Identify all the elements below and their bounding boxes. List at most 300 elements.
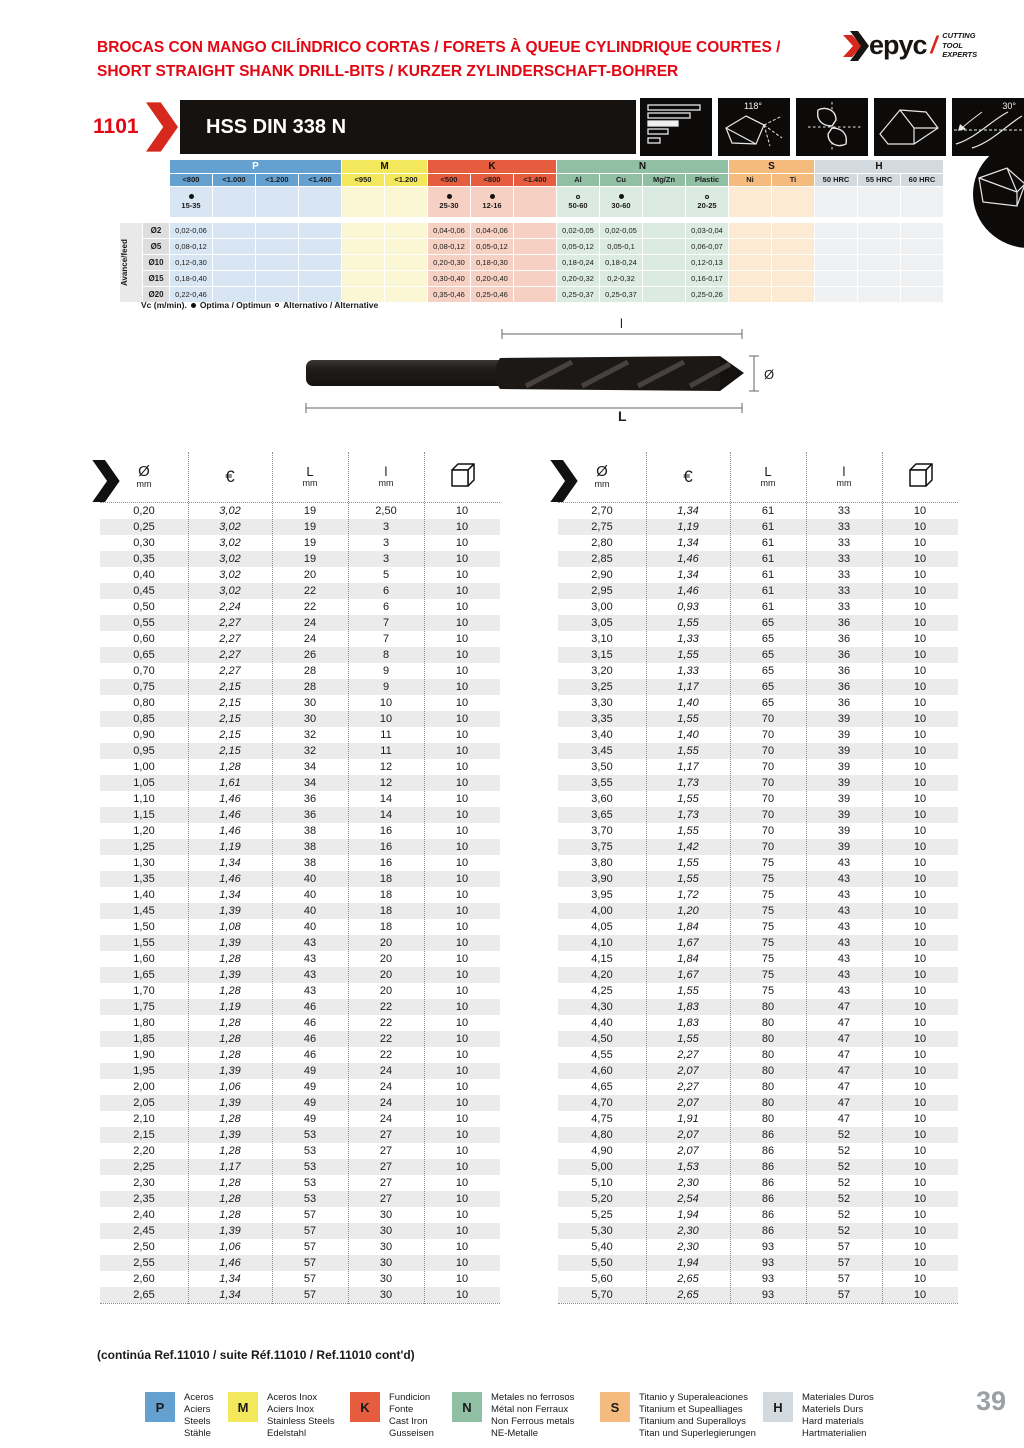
legend-line: Aciers xyxy=(184,1403,211,1415)
legend-line: Aceros Inox xyxy=(267,1392,318,1403)
diameter-value: 2,75 xyxy=(591,521,613,533)
total-length-value: 61 xyxy=(761,601,775,613)
column-divider xyxy=(730,452,731,1304)
flute-length-value: 22 xyxy=(379,1017,393,1029)
legend-swatch-K: K xyxy=(350,1392,380,1422)
total-length-value: 75 xyxy=(761,857,775,869)
total-length-value: 26 xyxy=(303,649,317,661)
brand-tagline xyxy=(942,31,977,59)
package-qty-value: 10 xyxy=(455,649,469,661)
diameter-value: 1,60 xyxy=(133,953,155,965)
flute-length-value: 36 xyxy=(837,681,851,693)
flute-length-value: 36 xyxy=(837,633,851,645)
flute-length-value: 12 xyxy=(379,777,393,789)
total-length-value: 43 xyxy=(303,953,317,965)
col-header-total-length: L mm xyxy=(302,464,318,489)
flute-length-value: 9 xyxy=(382,681,390,693)
total-length-value: 22 xyxy=(303,585,317,597)
price-value: 1,55 xyxy=(677,745,699,757)
flute-length-value: 36 xyxy=(837,649,851,661)
diameter-value: 2,70 xyxy=(591,505,613,517)
col-header-total-length: L mm xyxy=(760,464,776,489)
legend-line: Titan und Superlegierungen xyxy=(639,1427,756,1439)
diameter-value: 2,05 xyxy=(133,1097,155,1109)
optimal-dot-icon xyxy=(490,194,495,199)
total-length-value: 32 xyxy=(303,729,317,741)
price-row xyxy=(100,663,500,679)
flute-length-value: 30 xyxy=(379,1257,393,1269)
flute-length-value: 43 xyxy=(837,937,851,949)
column-divider xyxy=(348,452,349,1304)
price-row xyxy=(100,855,500,871)
price-row xyxy=(558,743,958,759)
flute-length-value: 39 xyxy=(837,745,851,757)
price-row xyxy=(558,775,958,791)
flute-length-value: 47 xyxy=(837,1001,851,1013)
brand-text: epyc xyxy=(869,30,927,60)
price-row xyxy=(558,599,958,615)
package-qty-value: 10 xyxy=(913,1145,927,1157)
feed-cell xyxy=(385,287,427,302)
package-qty-value: 10 xyxy=(913,713,927,725)
flute-length-value: 36 xyxy=(837,665,851,677)
diameter-value: 1,75 xyxy=(133,1001,155,1013)
total-length-value: 30 xyxy=(303,713,317,725)
package-qty-value: 10 xyxy=(913,521,927,533)
diameter-label: Ø xyxy=(764,367,775,382)
flute-length-value: 22 xyxy=(379,1033,393,1045)
package-qty-value: 10 xyxy=(455,793,469,805)
diameter-value: 0,45 xyxy=(133,585,155,597)
feed-cell: 0,02-0,06 xyxy=(170,223,212,238)
total-length-value: 57 xyxy=(303,1273,317,1285)
diameter-value: 0,30 xyxy=(133,537,155,549)
total-length-value: 61 xyxy=(761,521,775,533)
package-qty-value: 10 xyxy=(913,985,927,997)
total-length-value: 70 xyxy=(761,713,775,725)
diameter-value: 3,75 xyxy=(591,841,613,853)
package-qty-value: 10 xyxy=(455,1113,469,1125)
flute-length-value: 57 xyxy=(837,1257,851,1269)
feed-cell: 0,20-0,40 xyxy=(471,271,513,286)
flute-length-value: 24 xyxy=(379,1065,393,1077)
feed-cell: 0,18-0,30 xyxy=(471,255,513,270)
price-value: 1,28 xyxy=(219,1193,241,1205)
price-row xyxy=(100,1287,500,1303)
price-value: 1,34 xyxy=(677,537,699,549)
price-row xyxy=(558,647,958,663)
total-length-value: 86 xyxy=(761,1225,775,1237)
price-row xyxy=(100,647,500,663)
flute-length-value: 27 xyxy=(379,1145,393,1157)
vc-cell xyxy=(299,187,341,217)
diameter-value: 3,35 xyxy=(591,713,613,725)
total-length-value: 38 xyxy=(303,857,317,869)
diameter-value: 1,05 xyxy=(133,777,155,789)
optimal-dot-icon xyxy=(619,194,624,199)
flute-length-value: 27 xyxy=(379,1193,393,1205)
feed-cell: 0,05-0,12 xyxy=(557,239,599,254)
price-value: 1,28 xyxy=(219,761,241,773)
flute-length-value: 6 xyxy=(382,601,390,613)
vc-note: Vc (m/min). xyxy=(141,300,187,310)
total-length-value: 65 xyxy=(761,665,775,677)
package-qty-value: 10 xyxy=(913,937,927,949)
price-value: 1,19 xyxy=(677,521,699,533)
price-row xyxy=(100,1271,500,1287)
flute-length-value: 16 xyxy=(379,841,393,853)
legend-text xyxy=(389,1392,434,1440)
package-qty-value: 10 xyxy=(455,905,469,917)
flute-length-value: 22 xyxy=(379,1049,393,1061)
package-qty-value: 10 xyxy=(455,1049,469,1061)
alternative-label: Alternativo / Alternative xyxy=(283,300,379,310)
diameter-value: 0,50 xyxy=(133,601,155,613)
legend-text xyxy=(491,1392,574,1440)
flute-length-value: 36 xyxy=(837,617,851,629)
price-value: 1,46 xyxy=(219,793,241,805)
total-length-value: 19 xyxy=(303,553,317,565)
feed-cell xyxy=(514,271,556,286)
price-value: 1,55 xyxy=(677,985,699,997)
price-row xyxy=(558,567,958,583)
package-qty-value: 10 xyxy=(913,873,927,885)
total-length-value: 46 xyxy=(303,1001,317,1013)
diameter-value: 3,65 xyxy=(591,809,613,821)
total-length-value: 65 xyxy=(761,633,775,645)
price-value: 1,34 xyxy=(219,1289,241,1301)
package-qty-value: 10 xyxy=(455,713,469,725)
price-row xyxy=(558,1143,958,1159)
flute-length-value: 2,50 xyxy=(375,505,397,517)
flute-length-value: 39 xyxy=(837,777,851,789)
column-divider xyxy=(272,452,273,1304)
material-subcol: <500 xyxy=(428,174,470,186)
package-qty-value: 10 xyxy=(455,617,469,629)
price-row xyxy=(100,1031,500,1047)
feed-cell: 0,25-0,37 xyxy=(557,287,599,302)
package-qty-value: 10 xyxy=(913,1065,927,1077)
material-subcol: Plastic xyxy=(686,174,728,186)
page-number: 39 xyxy=(976,1386,1007,1416)
price-row xyxy=(558,1175,958,1191)
price-value: 1,34 xyxy=(219,889,241,901)
feed-cell xyxy=(514,223,556,238)
feed-cell xyxy=(772,255,814,270)
diameter-value: 3,55 xyxy=(591,777,613,789)
price-value: 1,46 xyxy=(219,825,241,837)
flute-length-value: 30 xyxy=(379,1241,393,1253)
package-qty-value: 10 xyxy=(455,697,469,709)
feed-cell: 0,12-0,30 xyxy=(170,255,212,270)
cross-section-icon xyxy=(796,98,868,156)
package-qty-value: 10 xyxy=(455,1225,469,1237)
diameter-value: 1,40 xyxy=(133,889,155,901)
total-length-label: L xyxy=(618,408,627,422)
package-qty-value: 10 xyxy=(455,985,469,997)
flute-length-value: 27 xyxy=(379,1129,393,1141)
flute-length-value: 14 xyxy=(379,809,393,821)
package-qty-value: 10 xyxy=(913,841,927,853)
price-table-body xyxy=(100,502,500,1304)
feed-cell xyxy=(729,271,771,286)
legend-item-N xyxy=(452,1392,574,1440)
diameter-value: 2,95 xyxy=(591,585,613,597)
price-row xyxy=(100,1207,500,1223)
price-value: 1,72 xyxy=(677,889,699,901)
vc-value: 20-25 xyxy=(697,200,717,210)
total-length-value: 75 xyxy=(761,953,775,965)
price-row xyxy=(558,679,958,695)
optimal-dot-icon xyxy=(189,194,194,199)
price-value: 1,39 xyxy=(219,1129,241,1141)
diameter-value: 2,65 xyxy=(133,1289,155,1301)
point-angle-icon xyxy=(718,98,790,156)
price-row xyxy=(100,935,500,951)
package-qty-value: 10 xyxy=(455,1145,469,1157)
total-length-value: 49 xyxy=(303,1081,317,1093)
feed-cell xyxy=(772,239,814,254)
flute-length-value: 39 xyxy=(837,713,851,725)
material-subcol: Al xyxy=(557,174,599,186)
price-value: 2,30 xyxy=(677,1241,699,1253)
diameter-value: 0,80 xyxy=(133,697,155,709)
vc-cell xyxy=(213,187,255,217)
diameter-value: 4,20 xyxy=(591,969,613,981)
price-value: 3,02 xyxy=(219,585,241,597)
diameter-value: 1,30 xyxy=(133,857,155,869)
total-length-value: 57 xyxy=(303,1209,317,1221)
legend-item-M xyxy=(228,1392,335,1440)
package-qty-value: 10 xyxy=(913,761,927,773)
material-subcol: <950 xyxy=(342,174,384,186)
diameter-value: 4,15 xyxy=(591,953,613,965)
total-length-value: 93 xyxy=(761,1289,775,1301)
diameter-value: 0,60 xyxy=(133,633,155,645)
price-value: 1,55 xyxy=(677,793,699,805)
diameter-value: 0,70 xyxy=(133,665,155,677)
diameter-value: 2,25 xyxy=(133,1161,155,1173)
price-row xyxy=(558,839,958,855)
total-length-value: 32 xyxy=(303,745,317,757)
total-length-value: 28 xyxy=(303,681,317,693)
feed-cell xyxy=(256,239,298,254)
drill-sizes-icon xyxy=(640,98,712,156)
diameter-value: 5,00 xyxy=(591,1161,613,1173)
feed-cell xyxy=(772,287,814,302)
diameter-value: 2,10 xyxy=(133,1113,155,1125)
total-length-value: 75 xyxy=(761,937,775,949)
vc-cell xyxy=(729,187,771,217)
material-group-S: S xyxy=(729,160,814,173)
legend-text xyxy=(639,1392,756,1440)
feed-cell xyxy=(256,255,298,270)
package-qty-value: 10 xyxy=(455,1129,469,1141)
diameter-value: 0,40 xyxy=(133,569,155,581)
diameter-value: 2,15 xyxy=(133,1129,155,1141)
flute-length-value: 39 xyxy=(837,793,851,805)
price-row xyxy=(100,519,500,535)
diameter-value: 4,00 xyxy=(591,905,613,917)
package-qty-value: 10 xyxy=(455,873,469,885)
price-row xyxy=(558,1047,958,1063)
package-qty-value: 10 xyxy=(455,665,469,677)
legend-line: Stainless Steels xyxy=(267,1415,335,1427)
total-length-value: 34 xyxy=(303,761,317,773)
flute-length-value: 47 xyxy=(837,1033,851,1045)
total-length-value: 24 xyxy=(303,633,317,645)
price-value: 1,40 xyxy=(677,697,699,709)
diameter-value: 0,85 xyxy=(133,713,155,725)
feed-cell: 0,03-0,04 xyxy=(686,223,728,238)
price-row xyxy=(558,519,958,535)
optimal-dot-icon xyxy=(191,303,196,308)
package-qty-value: 10 xyxy=(455,729,469,741)
feed-cell xyxy=(213,239,255,254)
flute-length-value: 52 xyxy=(837,1177,851,1189)
material-subcol: <1.200 xyxy=(256,174,298,186)
diameter-value: 4,30 xyxy=(591,1001,613,1013)
price-table-body xyxy=(558,502,958,1304)
price-value: 2,27 xyxy=(219,665,241,677)
total-length-value: 22 xyxy=(303,601,317,613)
col-header-price: € xyxy=(683,467,693,486)
vc-cell xyxy=(471,187,513,217)
price-row xyxy=(558,1079,958,1095)
price-value: 2,07 xyxy=(677,1065,699,1077)
price-row xyxy=(558,823,958,839)
brand-slash: / xyxy=(930,31,938,59)
legend-line: NE-Metalle xyxy=(491,1427,538,1439)
alternative-dot-icon xyxy=(275,303,279,307)
price-row xyxy=(558,695,958,711)
feed-cell xyxy=(213,271,255,286)
column-divider xyxy=(882,452,883,1304)
price-value: 1,55 xyxy=(677,649,699,661)
legend-line: Hard materials xyxy=(802,1415,864,1427)
alternative-dot-icon xyxy=(705,195,709,199)
price-value: 3,02 xyxy=(219,553,241,565)
package-qty-value: 10 xyxy=(913,1161,927,1173)
feed-cell xyxy=(643,223,685,238)
feed-cell xyxy=(342,271,384,286)
flute-length-value: 11 xyxy=(380,729,392,741)
price-value: 2,07 xyxy=(677,1145,699,1157)
price-value: 1,19 xyxy=(219,1001,241,1013)
price-row xyxy=(100,1095,500,1111)
price-value: 1,73 xyxy=(677,777,699,789)
price-value: 2,54 xyxy=(677,1193,699,1205)
price-value: 1,83 xyxy=(677,1017,699,1029)
price-row xyxy=(558,967,958,983)
diameter-value: 1,00 xyxy=(133,761,155,773)
price-row xyxy=(558,759,958,775)
flute-length-value: 20 xyxy=(379,969,393,981)
flute-length-value: 52 xyxy=(837,1209,851,1221)
feed-cell xyxy=(514,239,556,254)
package-qty-value: 10 xyxy=(913,889,927,901)
diameter-row-label: Ø10 xyxy=(143,255,169,270)
price-value: 1,55 xyxy=(677,617,699,629)
feed-cell xyxy=(901,223,943,238)
material-group-K: K xyxy=(428,160,556,173)
package-qty-value: 10 xyxy=(913,617,927,629)
flute-length-value: 33 xyxy=(837,537,851,549)
price-row xyxy=(558,807,958,823)
col-header-package xyxy=(882,462,958,492)
material-subcol: Mg/Zn xyxy=(643,174,685,186)
diameter-value: 0,65 xyxy=(133,649,155,661)
product-title-band xyxy=(180,100,636,154)
flute-length-value: 36 xyxy=(837,697,851,709)
price-value: 3,02 xyxy=(219,569,241,581)
total-length-value: 86 xyxy=(761,1209,775,1221)
total-length-value: 38 xyxy=(303,841,317,853)
price-value: 1,06 xyxy=(219,1081,241,1093)
package-qty-value: 10 xyxy=(455,601,469,613)
price-row xyxy=(100,887,500,903)
flute-length-value: 14 xyxy=(379,793,393,805)
total-length-value: 80 xyxy=(761,1049,775,1061)
flute-length-value: 47 xyxy=(837,1113,851,1125)
flute-length-value: 43 xyxy=(837,953,851,965)
package-qty-value: 10 xyxy=(913,1113,927,1125)
vc-value: 30-60 xyxy=(611,201,631,210)
price-value: 1,55 xyxy=(677,825,699,837)
package-qty-value: 10 xyxy=(913,1129,927,1141)
diameter-value: 1,90 xyxy=(133,1049,155,1061)
diameter-value: 1,35 xyxy=(133,873,155,885)
flute-length-value: 33 xyxy=(837,601,851,613)
price-row xyxy=(100,615,500,631)
diameter-value: 0,90 xyxy=(133,729,155,741)
package-qty-value: 10 xyxy=(455,1161,469,1173)
diameter-value: 1,20 xyxy=(133,825,155,837)
package-qty-value: 10 xyxy=(455,505,469,517)
package-qty-value: 10 xyxy=(913,1049,927,1061)
price-value: 1,19 xyxy=(219,841,241,853)
product-title: HSS DIN 338 N xyxy=(206,116,347,138)
diameter-value: 3,70 xyxy=(591,825,613,837)
diameter-value: 3,25 xyxy=(591,681,613,693)
brand-chevron-icon xyxy=(843,31,869,61)
spacer xyxy=(120,187,169,217)
price-row xyxy=(100,967,500,983)
material-subcol: <800 xyxy=(170,174,212,186)
legend-item-K xyxy=(350,1392,434,1440)
feed-cell xyxy=(643,255,685,270)
vc-value: 50-60 xyxy=(568,200,588,210)
flute-length-value: 16 xyxy=(379,857,393,869)
price-value: 2,15 xyxy=(219,681,241,693)
price-value: 2,65 xyxy=(677,1289,699,1301)
total-length-value: 40 xyxy=(303,873,317,885)
price-value: 1,53 xyxy=(677,1161,699,1173)
package-qty-value: 10 xyxy=(913,745,927,757)
feed-cell xyxy=(901,255,943,270)
package-qty-value: 10 xyxy=(455,1257,469,1269)
flute-length-value: 39 xyxy=(837,825,851,837)
total-length-value: 53 xyxy=(303,1145,317,1157)
tagline-line: CUTTING xyxy=(942,31,976,41)
total-length-value: 93 xyxy=(761,1257,775,1269)
flute-length-value: 30 xyxy=(379,1209,393,1221)
price-value: 1,91 xyxy=(677,1113,699,1125)
diameter-value: 5,50 xyxy=(591,1257,613,1269)
feed-cell: 0,05-0,12 xyxy=(471,239,513,254)
flute-length-value: 43 xyxy=(837,857,851,869)
legend-line: Materiels Durs xyxy=(802,1403,864,1415)
